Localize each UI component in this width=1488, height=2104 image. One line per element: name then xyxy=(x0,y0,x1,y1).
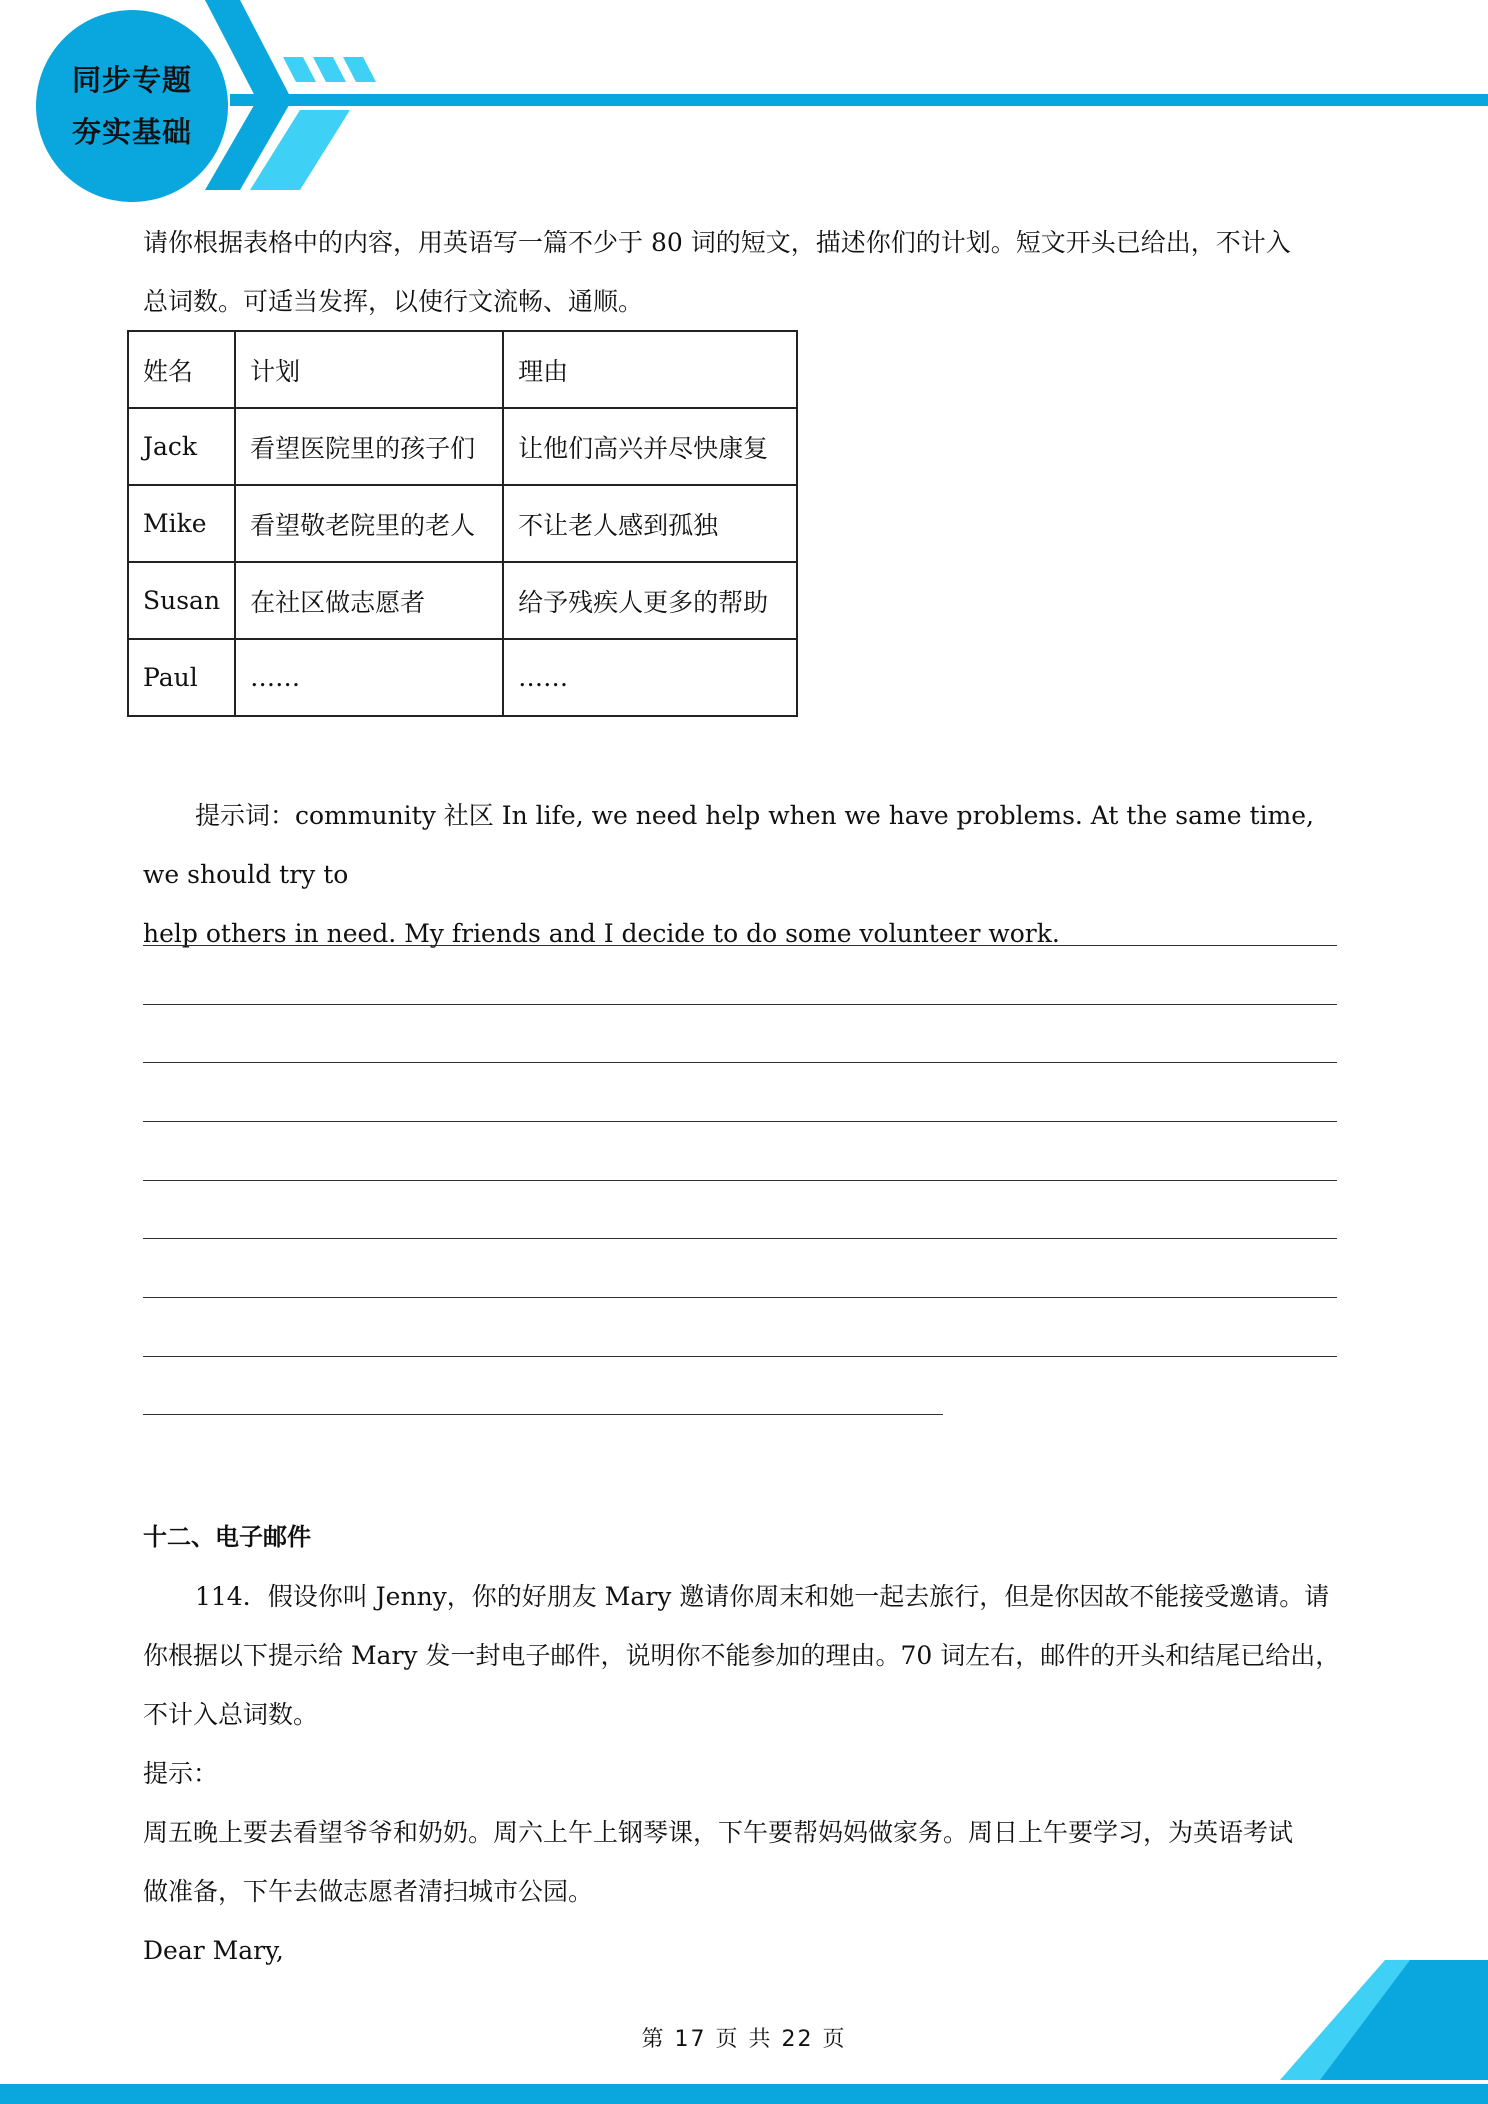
table-header-cell: 计划 xyxy=(235,331,503,408)
answer-line[interactable] xyxy=(143,1356,1337,1357)
answer-line[interactable] xyxy=(143,945,1337,946)
table-cell: …… xyxy=(503,639,797,716)
tips-label: 提示： xyxy=(143,1759,219,1788)
table-cell: Paul xyxy=(128,639,235,716)
table-cell: 不让老人感到孤独 xyxy=(503,485,797,562)
table-row xyxy=(128,408,797,485)
intro-line-2: 总词数。可适当发挥，以使行文流畅、通顺。 xyxy=(143,287,644,316)
intro-line-1: 请你根据表格中的内容，用英语写一篇不少于 80 词的短文，描述你们的计划。短文开头已给出，不计入 xyxy=(143,228,1291,257)
email-greeting: Dear Mary, xyxy=(143,1936,284,1965)
table-cell: 让他们高兴并尽快康复 xyxy=(503,408,797,485)
tips-line-1: 周五晚上要去看望爷爷和奶奶。周六上午上钢琴课，下午要帮妈妈做家务。周日上午要学习，为英语考试 xyxy=(143,1818,1294,1847)
answer-line[interactable] xyxy=(143,1238,1337,1239)
header-badge xyxy=(36,10,228,202)
section-email xyxy=(143,1508,1343,1980)
section-title: 十二、电子邮件 xyxy=(143,1523,311,1551)
hint-line-2: help others in need. My friends and I decide to do some volunteer work. xyxy=(143,919,1060,948)
answer-line[interactable] xyxy=(143,1297,1337,1298)
table-header-cell: 理由 xyxy=(503,331,797,408)
table-cell: 给予残疾人更多的帮助 xyxy=(503,562,797,639)
table-cell: …… xyxy=(235,639,503,716)
answer-line[interactable] xyxy=(143,1414,943,1415)
question-line-1: 114．假设你叫 Jenny，你的好朋友 Mary 邀请你周末和她一起去旅行，但是你因故不能接受邀请。请 xyxy=(195,1582,1330,1611)
table-row xyxy=(128,562,797,639)
answer-line[interactable] xyxy=(143,1180,1337,1181)
table-header-cell: 姓名 xyxy=(128,331,235,408)
hint-line-1: 提示词：community 社区 In life, we need help when we have problems. At the same time, we should try to xyxy=(143,801,1314,889)
question-line-2: 你根据以下提示给 Mary 发一封电子邮件，说明你不能参加的理由。70 词左右，邮件的开头和结尾已给出， xyxy=(143,1641,1341,1670)
question-line-3: 不计入总词数。 xyxy=(143,1700,319,1729)
answer-line[interactable] xyxy=(143,1062,1337,1063)
table-cell: Mike xyxy=(128,485,235,562)
badge-line-1: 同步专题 xyxy=(71,63,192,97)
table-cell: 看望敬老院里的老人 xyxy=(235,485,503,562)
table-row xyxy=(128,485,797,562)
tips-line-2: 做准备，下午去做志愿者清扫城市公园。 xyxy=(143,1877,594,1906)
hint-paragraph xyxy=(143,786,1343,963)
table-header-row xyxy=(128,331,797,408)
table-cell: Susan xyxy=(128,562,235,639)
answer-line[interactable] xyxy=(143,1004,1337,1005)
intro-paragraph xyxy=(143,213,1343,331)
page-number: 第 17 页 共 22 页 xyxy=(641,2027,847,2052)
table-cell: Jack xyxy=(128,408,235,485)
badge-line-2: 夯实基础 xyxy=(71,115,192,149)
plan-table xyxy=(127,330,798,717)
table-cell: 看望医院里的孩子们 xyxy=(235,408,503,485)
answer-line[interactable] xyxy=(143,1121,1337,1122)
table-cell: 在社区做志愿者 xyxy=(235,562,503,639)
table-row xyxy=(128,639,797,716)
